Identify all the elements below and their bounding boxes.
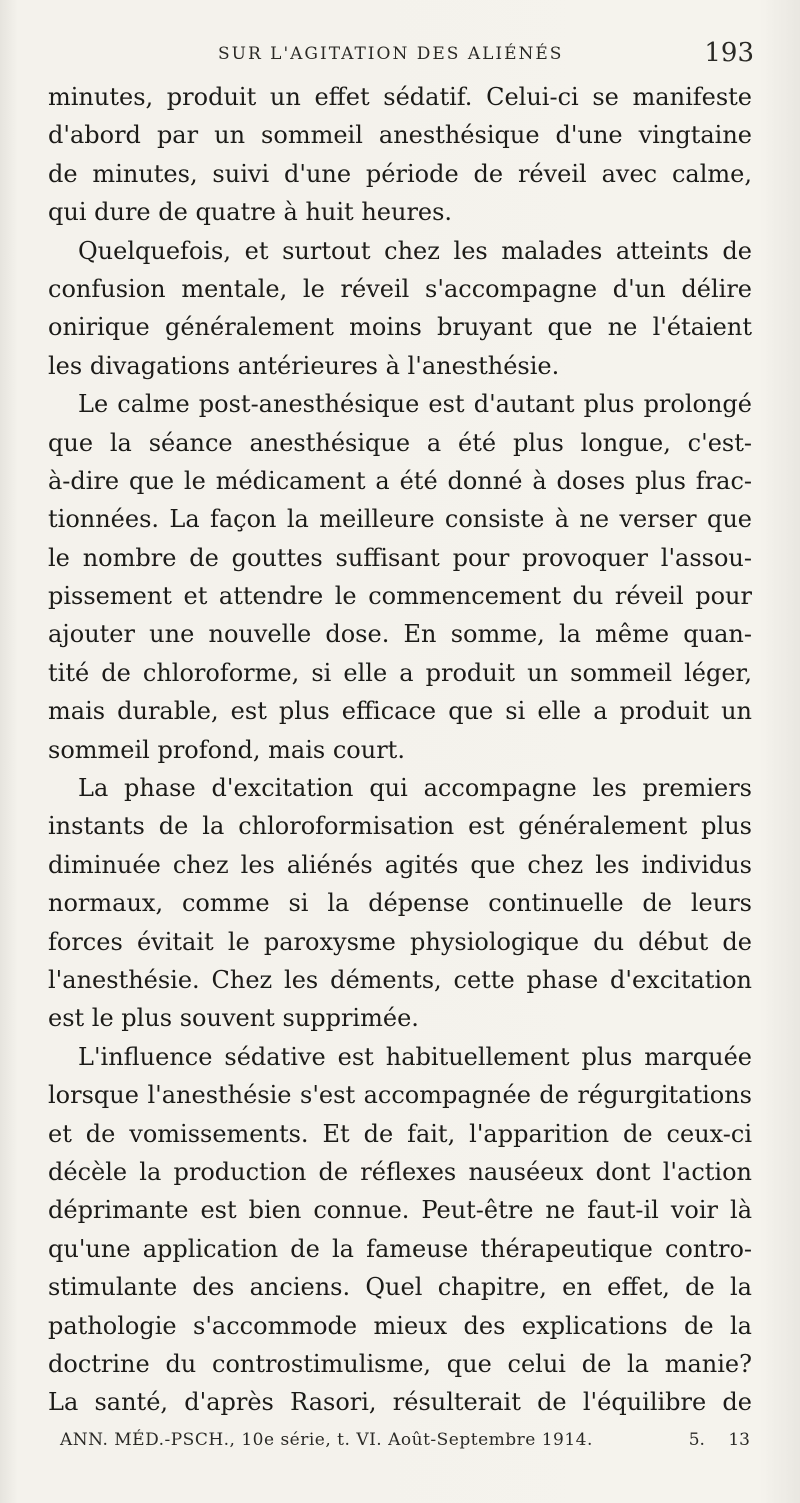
text-line: déprimante est bien connue. Peut-être ne faut-il voir là [48,1196,752,1225]
text-line: le nombre de gouttes suffisant pour provoquer l'assou- [48,543,752,572]
text-line: normaux, comme si la dépense continuelle de leurs [48,889,752,918]
text-line: est le plus souvent supprimée. [48,1004,419,1033]
text-line: que la séance anesthésique a été plus longue, c'est- [48,428,752,457]
text-line: instants de la chloroformisation est généralement plus [48,812,752,841]
text-line: tionnées. La façon la meilleure consiste à ne verser que [48,505,752,534]
text-line: Quelquefois, et surtout chez les malades atteints de [78,236,752,265]
text-line: à-dire que le médicament a été donné à doses plus frac- [48,466,752,495]
text-line: diminuée chez les aliénés agités que chez les individus [48,850,752,879]
text-line: La phase d'excitation qui accompagne les premiers [78,774,752,803]
text-line: pissement et attendre le commencement du réveil pour [48,582,752,611]
journal-reference: ANN. MÉD.-PSCH., 10e série, t. VI. Août-Septembre 1914. [60,1430,593,1450]
text-line: mais durable, est plus efficace que si elle a produit un [48,697,752,726]
text-line: forces évitait le paroxysme physiologique du début de [48,927,752,956]
text-line: de minutes, suivi d'une période de réveil avec calme, [48,159,752,188]
text-line: tité de chloroforme, si elle a produit un sommeil léger, [48,658,752,687]
text-line: confusion mentale, le réveil s'accompagne d'un délire [48,274,752,303]
text-line: L'influence sédative est habituellement plus marquée [78,1042,752,1071]
text-line: minutes, produit un effet sédatif. Celui-ci se manifeste [48,83,752,111]
text-line: les divagations antérieures à l'anesthésie. [48,351,560,380]
text-line: d'abord par un sommeil anesthésique d'une vingtaine [48,121,752,150]
text-line: décèle la production de réflexes nauséeux dont l'action [48,1157,752,1186]
page-number: 193 [704,38,754,68]
text-line: l'anesthésie. Chez les déments, cette phase d'excitation [48,965,752,994]
text-line: qu'une application de la fameuse thérapeutique contro- [48,1234,752,1263]
text-line: et de vomissements. Et de fait, l'apparition de ceux-ci [48,1119,752,1148]
signature-mark: 5. 13 [688,1430,750,1450]
text-line: stimulante des anciens. Quel chapitre, en effet, de la [48,1273,752,1302]
text-line: ajouter une nouvelle dose. En somme, la même quan- [48,620,752,649]
body-text [48,78,752,1422]
text-line: lorsque l'anesthésie s'est accompagnée de régurgitations [48,1081,752,1110]
running-title: SUR L'AGITATION DES ALIÉNÉS [218,44,564,64]
text-line: qui dure de quatre à huit heures. [48,198,453,227]
text-line: sommeil profond, mais court. [48,735,405,764]
text-line: pathologie s'accommode mieux des explications de la [48,1311,752,1340]
text-line: onirique généralement moins bruyant que ne l'étaient [48,313,752,342]
text-line: La santé, d'après Rasori, résulterait de l'équilibre de [48,1388,752,1417]
text-line: doctrine du controstimulisme, que celui de la manie? [48,1349,752,1378]
text-line: Le calme post-anesthésique est d'autant plus prolongé [78,390,752,419]
running-header [48,38,754,78]
page-footer [60,1430,750,1460]
